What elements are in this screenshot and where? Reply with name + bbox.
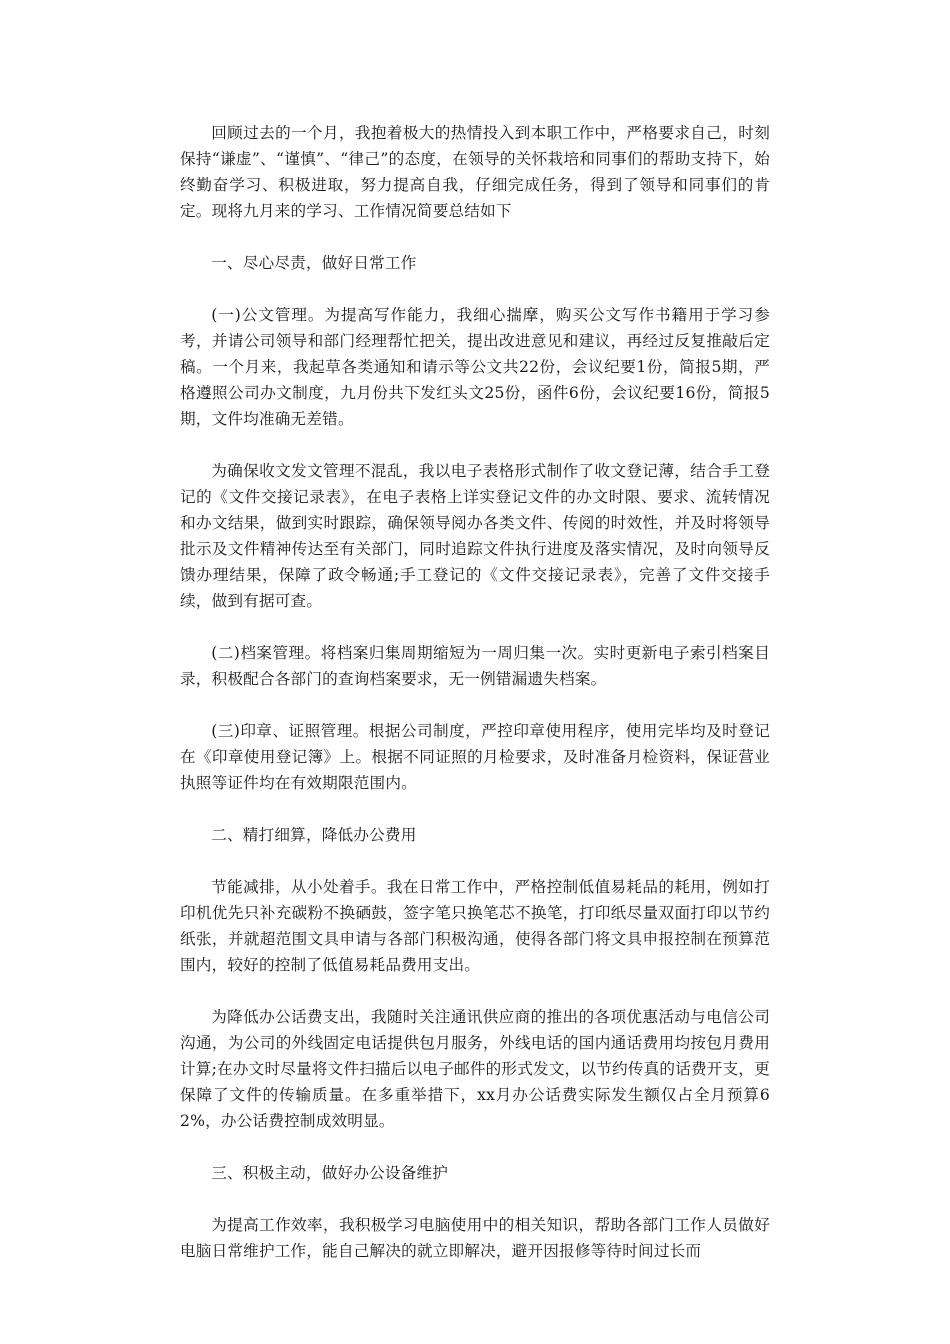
section-heading-1: 一、尽心尽责，做好日常工作 (211, 254, 417, 272)
paragraph-phone-costs: 为降低办公话费支出，我随时关注通讯供应商的推出的各项优惠活动与电信公司沟通，为公司的外线固定电话提供包月服务，外线电话的国内通话费用均按包月费用计算;在办文时尽量将文件扫描后以电子邮件的形式发文，以节约传真的话费开支，更保障了文件的传输质量。在多重举措下，xx月办公话费实际发生额仅占全月预算62%，办公话费控制成效明显。 (180, 1008, 770, 1130)
intro-paragraph: 回顾过去的一个月，我抱着极大的热情投入到本职工作中，严格要求自己，时刻保持“谦虚”、“谨慎”、“律己”的态度，在领导的关怀栽培和同事们的帮助支持下，始终勤奋学习、积极进取，努力提高自我，仔细完成任务，得到了领导和同事们的肯定。现将九月来的学习、工作情况简要总结如下 (180, 124, 770, 220)
paragraph-document-management: (一)公文管理。为提高写作能力，我细心揣摩，购买公文写作书籍用于学习参考，并请公司领导和部门经理帮忙把关，提出改进意见和建议，再经过反复推敲后定稿。一个月来，我起草各类通知和请示等公文共22份，会议纪要1份，简报5期，严格遵照公司办文制度，九月份共下发红头文25份，函件6份，会议纪要16份，简报5期，文件均准确无差错。 (180, 306, 770, 428)
paragraph-filing-records: 为确保收文发文管理不混乱，我以电子表格形式制作了收文登记薄，结合手工登记的《文件交接记录表》，在电子表格上详实登记文件的办文时限、要求、流转情况和办文结果，做到实时跟踪，确保领导阅办各类文件、传阅的时效性，并及时将领导批示及文件精神传达至有关部门，同时追踪文件执行进度及落实情况，及时向领导反馈办理结果，保障了政令畅通;手工登记的《文件交接记录表》，完善了文件交接手续，做到有据可查。 (180, 462, 770, 610)
document-body (180, 120, 770, 1290)
section-heading-3: 三、积极主动，做好办公设备维护 (211, 1164, 449, 1182)
paragraph-seal-management: (三)印章、证照管理。根据公司制度，严控印章使用程序，使用完毕均及时登记在《印章使用登记簿》上。根据不同证照的月检要求，及时准备月检资料，保证营业执照等证件均在有效期限范围内。 (180, 722, 770, 792)
paragraph-energy-saving: 节能减排，从小处着手。我在日常工作中，严格控制低值易耗品的耗用，例如打印机优先只补充碳粉不换硒鼓，签字笔只换笔芯不换笔，打印纸尽量双面打印以节约纸张，并就超范围文具申请与各部门积极沟通，使得各部门将文具申报控制在预算范围内，较好的控制了低值易耗品费用支出。 (180, 878, 770, 974)
paragraph-equipment-maintenance: 为提高工作效率，我积极学习电脑使用中的相关知识，帮助各部门工作人员做好电脑日常维护工作，能自己解决的就立即解决，避开因报修等待时间过长而 (180, 1216, 770, 1260)
paragraph-archive-management: (二)档案管理。将档案归集周期缩短为一周归集一次。实时更新电子索引档案目录，积极配合各部门的查询档案要求，无一例错漏遗失档案。 (180, 644, 770, 688)
section-heading-2: 二、精打细算，降低办公费用 (211, 826, 417, 844)
